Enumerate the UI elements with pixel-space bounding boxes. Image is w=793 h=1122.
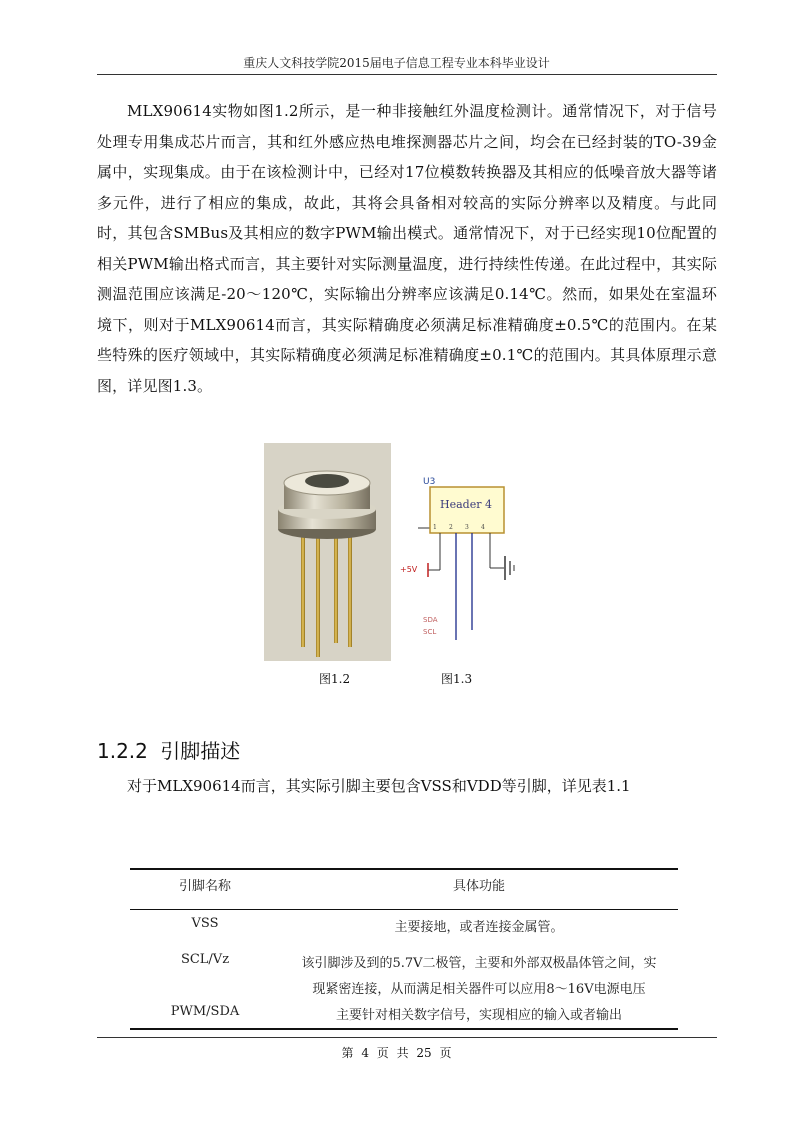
sensor-pin bbox=[348, 529, 352, 647]
header-rule bbox=[97, 74, 717, 75]
sensor-window bbox=[305, 474, 349, 488]
component-label: Header 4 bbox=[440, 498, 492, 511]
table-cell-function: 主要针对相关数字信号，实现相应的输入或者输出 bbox=[335, 1008, 622, 1023]
supply-label: +5V bbox=[400, 565, 418, 574]
sensor-pin bbox=[334, 533, 338, 643]
table-cell-pin: VSS bbox=[191, 916, 219, 931]
page-footer: 第 4 页 共 25 页 bbox=[341, 1046, 452, 1060]
sensor-illustration bbox=[264, 443, 391, 661]
footer-rule bbox=[97, 1037, 717, 1038]
sensor-pin bbox=[316, 533, 320, 657]
pin-label: 1 bbox=[433, 524, 437, 531]
figure-sensor-photo bbox=[264, 443, 391, 661]
net-label-scl: SCL bbox=[423, 628, 437, 636]
section-heading bbox=[97, 735, 240, 764]
pin-label: 2 bbox=[449, 524, 453, 531]
table-header-pin: 引脚名称 bbox=[178, 879, 231, 894]
net-label-sda: SDA bbox=[423, 616, 438, 624]
schematic-diagram bbox=[400, 470, 528, 640]
figure-caption-1-2: 图1.2 bbox=[319, 672, 351, 686]
pin-label: 3 bbox=[465, 524, 469, 531]
figure-schematic bbox=[400, 470, 528, 640]
table-header-function: 具体功能 bbox=[452, 879, 505, 894]
table-cell-pin: PWM/SDA bbox=[170, 1004, 240, 1019]
figure-caption-1-3: 图1.3 bbox=[441, 672, 473, 686]
table-header-rule bbox=[130, 909, 678, 910]
table-cell-function: 主要接地，或者连接金属管。 bbox=[394, 920, 564, 935]
sensor-pin bbox=[301, 529, 305, 647]
section-number: 1.2.2 bbox=[97, 739, 148, 763]
body-paragraph: MLX90614实物如图1.2所示，是一种非接触红外温度检测计。通常情况下，对于信号处理专用集成芯片而言，其和红外感应热电堆探测器芯片之间，均会在已经封装的TO-39金属中，实现集成。由于在该检测计中，已经对17位模数转换器及其相应的低噪音放大器等诸多元件，进行了相应的集成，故此，其将会具备相对较高的实际分辨率以及精度。与此同时，其包含SMBus及其相应的数字PWM输出模式。通常情况下，对于已经实现10位配置的相关PWM输出格式而言，其主要针对实际测量温度，进行持续性传递。在此过程中，其实际测温范围应该满足-20～120℃，实际输出分辨率应该满足0.14℃。然而，如果处在室温环境下，则对于MLX90614而言，其实际精确度必须满足标准精确度±0.5℃的范围内。在某些特殊的医疗领域中，其实际精确度必须满足标准精确度±0.1℃的范围内。其具体原理示意图，详见图1.3。 bbox=[97, 102, 717, 395]
table-bottom-rule bbox=[130, 1028, 678, 1030]
table-cell-function: 该引脚涉及到的5.7V二极管，主要和外部双极晶体管之间，实 bbox=[301, 956, 657, 971]
table-top-rule bbox=[130, 868, 678, 870]
pin-label: 4 bbox=[481, 524, 485, 531]
table-cell-pin: SCL/Vz bbox=[180, 952, 230, 967]
designator-label: U3 bbox=[423, 477, 436, 487]
intro-paragraph: 对于MLX90614而言，其实际引脚主要包含VSS和VDD等引脚，详见表1.1 bbox=[127, 777, 631, 795]
page-header: 重庆人文科技学院2015届电子信息工程专业本科毕业设计 bbox=[243, 56, 550, 70]
table-cell-function: 现紧密连接，从而满足相关器件可以应用8～16V电源电压 bbox=[312, 982, 646, 997]
section-title: 引脚描述 bbox=[160, 739, 241, 763]
